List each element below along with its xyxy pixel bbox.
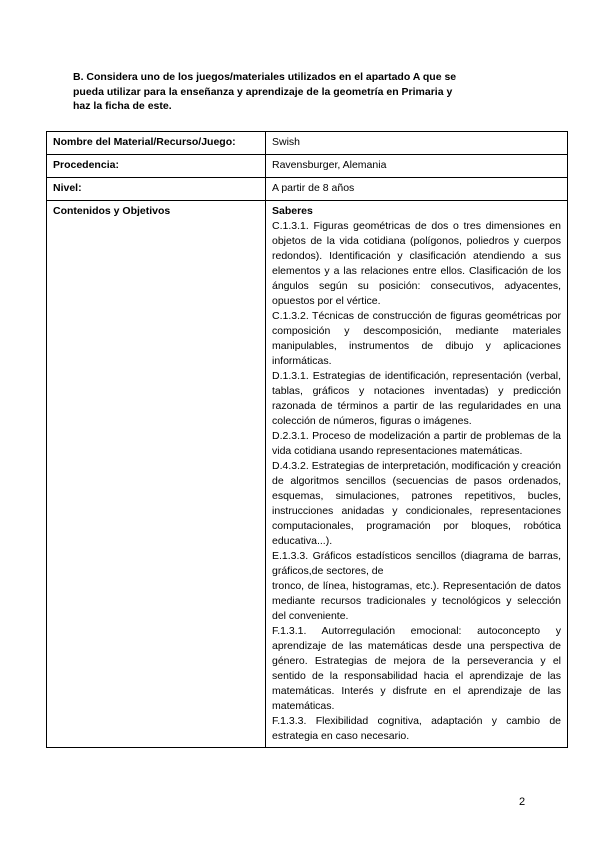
nombre-label: Nombre del Material/Recurso/Juego: [47, 132, 266, 155]
nombre-value: Swish [266, 132, 568, 155]
saber-paragraph: D.2.3.1. Proceso de modelización a partir de problemas de la vida cotidiana usando representaciones matemáticas. [272, 430, 561, 457]
procedencia-value: Ravensburger, Alemania [266, 155, 568, 178]
saber-paragraph: F.1.3.3. Flexibilidad cognitiva, adaptación y cambio de estrategia en caso necesario. [272, 715, 561, 742]
heading-line: B. Considera uno de los juegos/materiales utilizados en el apartado A que se [73, 71, 457, 83]
saberes-subheading: Saberes [272, 205, 313, 217]
table-row-procedencia [47, 155, 568, 178]
heading-line: pueda utilizar para la enseñanza y aprendizaje de la geometría en Primaria y [73, 85, 453, 98]
saber-paragraph: D.4.3.2. Estrategias de interpretación, modificación y creación de algoritmos sencillos (secuencias de pasos ordenados, esquemas, simulaciones, patrones repetitivos, bucles, instrucciones anidadas y condicionales, representaciones computacionales, programación por bloques, robótica educativa...). [272, 460, 561, 547]
section-heading [73, 70, 493, 114]
heading-line: haz la ficha de este. [73, 100, 172, 112]
contenidos-label: Contenidos y Objetivos [47, 201, 266, 748]
saber-paragraph: E.1.3.3. Gráficos estadísticos sencillos (diagrama de barras, gráficos,de sectores, de [272, 550, 561, 577]
procedencia-label: Procedencia: [47, 155, 266, 178]
contenidos-value [266, 201, 568, 748]
nivel-label: Nivel: [47, 178, 266, 201]
material-info-table [46, 131, 568, 748]
table-row-contenidos [47, 201, 568, 748]
page-number: 2 [519, 796, 526, 808]
saber-paragraph: C.1.3.2. Técnicas de construcción de figuras geométricas por composición y descomposición, mediante materiales manipulables, instrumentos de dibujo y aplicaciones informáticas. [272, 310, 561, 367]
table-row-nombre [47, 132, 568, 155]
table-row-nivel [47, 178, 568, 201]
saber-paragraph: tronco, de línea, histogramas, etc.). Representación de datos mediante recursos tradicionales y tecnológicos y selección del conveniente. [272, 580, 561, 622]
saber-paragraph: D.1.3.1. Estrategias de identificación, representación (verbal, tablas, gráficos y notaciones inventadas) y predicción razonada de términos a partir de las regularidades en una colección de números, figuras o imágenes. [272, 370, 561, 427]
saber-paragraph: F.1.3.1. Autorregulación emocional: autoconcepto y aprendizaje de las matemáticas desde una perspectiva de género. Estrategias de mejora de la perseverancia y el sentido de la responsabilidad hacia el aprendizaje de las matemáticas. Interés y disfrute en el aprendizaje de las matemáticas. [272, 625, 561, 712]
saber-paragraph: C.1.3.1. Figuras geométricas de dos o tres dimensiones en objetos de la vida cotidiana (polígonos, poliedros y cuerpos redondos). Identificación y clasificación atendiendo a sus elementos y a las relaciones entre ellos. Clasificación de los ángulos según su posición: consecutivos, adyacentes, opuestos por el vértice. [272, 220, 561, 307]
nivel-value: A partir de 8 años [266, 178, 568, 201]
